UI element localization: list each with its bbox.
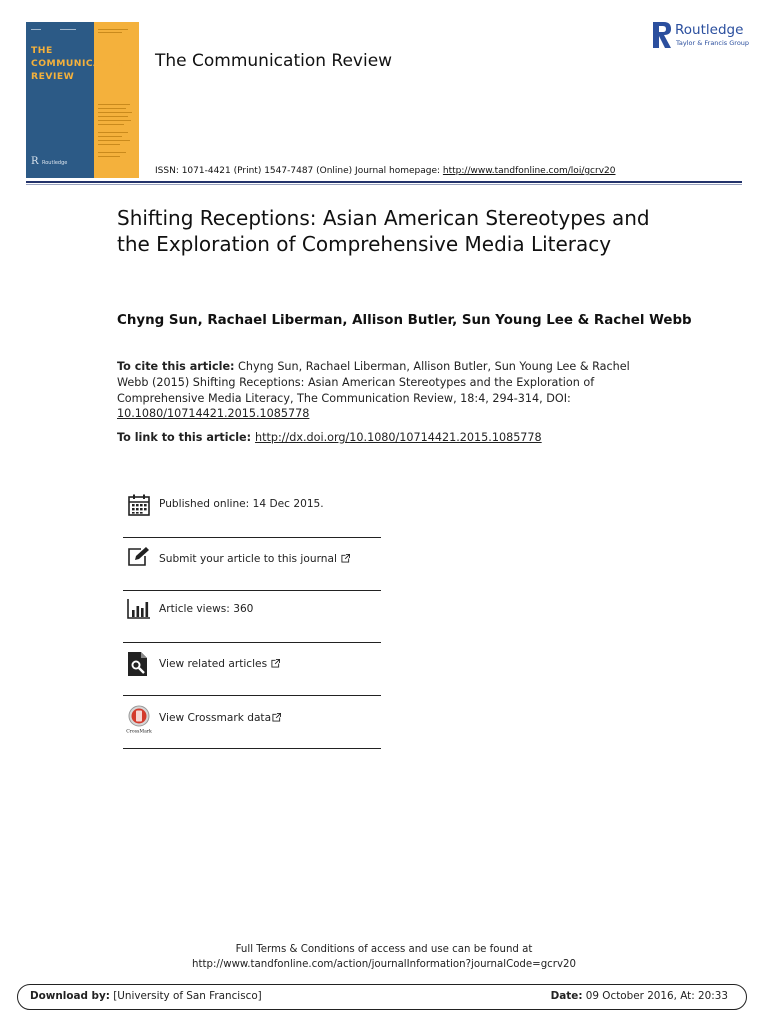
- article-link-line: [117, 431, 542, 444]
- header-divider: [26, 181, 742, 183]
- citation-block: [117, 359, 637, 422]
- download-info-bar: [17, 984, 747, 1010]
- crossmark-label: View Crossmark data: [159, 712, 272, 724]
- issn-line: [155, 166, 616, 176]
- download-date-label: Date:: [550, 990, 583, 1002]
- meta-divider: [123, 748, 381, 749]
- article-title: Shifting Receptions: Asian American Stereotypes and the Exploration of Comprehensive Media Literacy: [117, 206, 650, 256]
- cover-title-line-1: THE: [31, 45, 53, 56]
- download-date-value: 09 October 2016, At: 20:33: [582, 990, 728, 1002]
- routledge-logo-icon: [652, 21, 672, 49]
- cover-title-line-2: COMMUNICATION: [31, 58, 128, 69]
- published-date: Published online: 14 Dec 2015.: [159, 498, 324, 510]
- document-search-icon: [127, 651, 149, 677]
- external-link-icon: [271, 659, 280, 668]
- calendar-icon: [127, 493, 151, 517]
- edit-icon: [127, 546, 151, 568]
- crossmark-row[interactable]: [123, 704, 381, 734]
- crossmark-icon-label: CrossMark: [126, 729, 152, 734]
- journal-name: The Communication Review: [155, 51, 393, 71]
- submit-article-label: Submit your article to this journal: [159, 553, 337, 565]
- bar-chart-icon: [127, 598, 151, 620]
- article-views: Article views: 360: [159, 603, 254, 615]
- crossmark-link[interactable]: [159, 712, 281, 724]
- external-link-icon: [341, 554, 350, 563]
- citation-doi-link[interactable]: 10.1080/10714421.2015.1085778: [117, 407, 310, 421]
- cover-title: [31, 44, 127, 83]
- related-articles-label: View related articles: [159, 658, 268, 670]
- published-row: [123, 493, 381, 521]
- related-row[interactable]: [123, 651, 381, 679]
- publisher-group: Taylor & Francis Group: [676, 39, 750, 47]
- header-divider-thin: [26, 184, 742, 185]
- cover-publisher-name: Routledge: [42, 160, 68, 166]
- crossmark-icon: [125, 704, 153, 734]
- citation-label: To cite this article:: [117, 360, 235, 373]
- download-by: [30, 990, 262, 1002]
- meta-divider: [123, 695, 381, 696]
- cover-publisher-logo: R: [31, 156, 39, 167]
- download-by-label: Download by:: [30, 990, 110, 1002]
- submit-article-link[interactable]: [159, 553, 350, 565]
- views-row: [123, 598, 381, 624]
- publisher-name: Routledge: [675, 22, 744, 38]
- journal-cover-image: [26, 22, 139, 178]
- issn-text: ISSN: 1071-4421 (Print) 1547-7487 (Online) Journal homepage:: [155, 166, 443, 176]
- cover-title-line-3: REVIEW: [31, 71, 75, 82]
- terms-note: [0, 942, 768, 972]
- journal-homepage-link[interactable]: http://www.tandfonline.com/loi/gcrv20: [442, 166, 616, 176]
- article-link-label: To link to this article:: [117, 431, 255, 444]
- external-link-icon: [272, 713, 281, 722]
- article-authors: Chyng Sun, Rachael Liberman, Allison Butler, Sun Young Lee & Rachel Webb: [117, 313, 692, 328]
- terms-line-1: Full Terms & Conditions of access and use can be found at: [235, 944, 533, 955]
- download-by-value: [University of San Francisco]: [109, 990, 262, 1002]
- citation-text: Chyng Sun, Rachael Liberman, Allison Butler, Sun Young Lee & Rachel Webb (2015) Shifting Receptions: Asian American Stereotypes and the Exploration of Comprehensive Media Literacy, The Communication Review, 18:4, 294-314, DOI:: [117, 360, 630, 405]
- meta-divider: [123, 642, 381, 643]
- article-doi-url[interactable]: http://dx.doi.org/10.1080/10714421.2015.1085778: [255, 431, 542, 444]
- meta-divider: [123, 590, 381, 591]
- terms-url[interactable]: http://www.tandfonline.com/action/journalInformation?journalCode=gcrv20: [192, 959, 576, 970]
- meta-divider: [123, 537, 381, 538]
- download-date: [551, 990, 728, 1002]
- submit-row[interactable]: [123, 546, 381, 574]
- related-articles-link[interactable]: [159, 658, 280, 670]
